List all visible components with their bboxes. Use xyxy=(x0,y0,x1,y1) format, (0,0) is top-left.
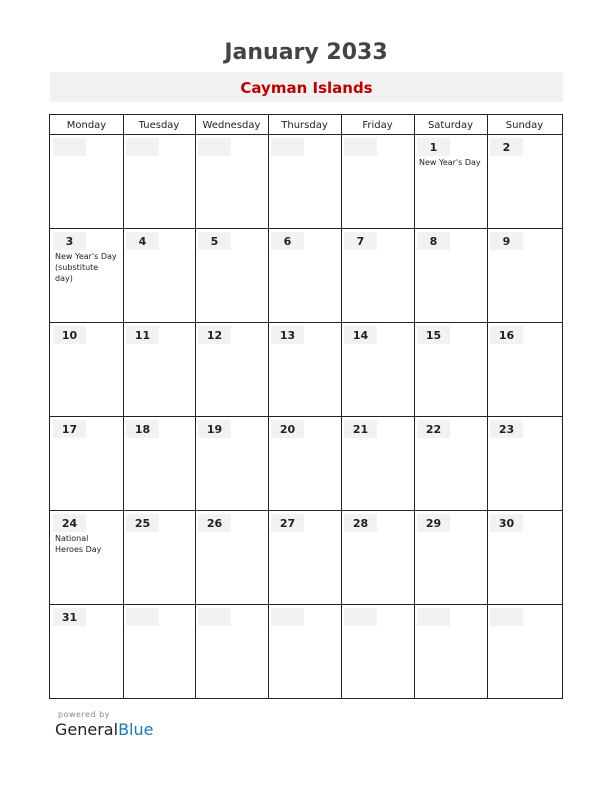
day-number-box xyxy=(417,514,450,532)
calendar-day-cell xyxy=(487,229,562,323)
grid-divider xyxy=(50,416,562,417)
day-number-box xyxy=(417,608,450,626)
day-number: 6 xyxy=(283,235,292,248)
day-number: 9 xyxy=(502,235,511,248)
day-number: 20 xyxy=(279,423,296,436)
grid-divider xyxy=(414,115,415,698)
day-number-box xyxy=(53,420,86,438)
day-number: 19 xyxy=(206,423,223,436)
day-number: 23 xyxy=(498,423,515,436)
day-number-box xyxy=(271,138,304,156)
calendar-day-cell xyxy=(50,605,123,699)
day-number-box xyxy=(198,138,231,156)
grid-divider xyxy=(487,115,488,698)
day-number-box xyxy=(271,326,304,344)
day-number: 29 xyxy=(425,517,442,530)
day-number-box xyxy=(417,420,450,438)
grid-divider xyxy=(123,115,124,698)
day-number-box xyxy=(126,420,159,438)
day-number-box xyxy=(490,608,523,626)
calendar-day-cell xyxy=(341,135,414,229)
calendar-day-cell xyxy=(50,135,123,229)
calendar-day-cell xyxy=(341,511,414,605)
day-number-box xyxy=(490,326,523,344)
day-number-box xyxy=(490,420,523,438)
calendar-day-cell xyxy=(414,605,487,699)
weekday-header-saturday: Saturday xyxy=(427,120,474,131)
day-number-box xyxy=(53,514,86,532)
logo-blue-text: Blue xyxy=(118,720,154,739)
country-name: Cayman Islands xyxy=(240,79,373,97)
calendar-day-cell xyxy=(414,323,487,417)
calendar-day-cell xyxy=(195,135,268,229)
day-number-box xyxy=(53,232,86,250)
calendar-day-cell xyxy=(195,229,268,323)
calendar-day-cell xyxy=(487,511,562,605)
day-number: 18 xyxy=(134,423,151,436)
day-number: 13 xyxy=(279,329,296,342)
calendar-day-cell xyxy=(268,605,341,699)
day-number: 15 xyxy=(425,329,442,342)
calendar-day-cell xyxy=(268,511,341,605)
day-number: 14 xyxy=(352,329,369,342)
day-number: 31 xyxy=(61,611,78,624)
calendar-day-cell xyxy=(195,605,268,699)
day-number: 10 xyxy=(61,329,78,342)
day-number-box xyxy=(344,608,377,626)
holiday-label: New Year's Day xyxy=(419,158,481,167)
day-number-box xyxy=(271,514,304,532)
holiday-label: New Year's Day (substitute day) xyxy=(55,252,117,283)
day-number-box xyxy=(198,232,231,250)
day-number-box xyxy=(198,514,231,532)
weekday-header-friday: Friday xyxy=(362,120,393,131)
day-number: 5 xyxy=(210,235,219,248)
day-number: 11 xyxy=(134,329,151,342)
day-number-box xyxy=(53,138,86,156)
calendar-day-cell xyxy=(487,605,562,699)
calendar-day-cell xyxy=(195,417,268,511)
calendar-day-cell xyxy=(414,229,487,323)
calendar-day-cell xyxy=(123,323,195,417)
country-banner xyxy=(50,72,563,102)
day-number-box xyxy=(417,138,450,156)
day-number-box xyxy=(490,138,523,156)
calendar-day-cell xyxy=(268,229,341,323)
calendar-day-cell xyxy=(414,511,487,605)
day-number: 30 xyxy=(498,517,515,530)
day-number-box xyxy=(198,326,231,344)
day-number: 21 xyxy=(352,423,369,436)
weekday-header-thursday: Thursday xyxy=(281,120,328,131)
calendar-day-cell xyxy=(487,417,562,511)
calendar-day-cell xyxy=(414,135,487,229)
grid-divider xyxy=(341,115,342,698)
day-number-box xyxy=(126,326,159,344)
calendar-day-cell xyxy=(123,417,195,511)
day-number-box xyxy=(271,608,304,626)
day-number: 16 xyxy=(498,329,515,342)
calendar-day-cell xyxy=(50,511,123,605)
weekday-header-tuesday: Tuesday xyxy=(138,120,180,131)
powered-by-label: powered by xyxy=(58,710,110,719)
day-number: 22 xyxy=(425,423,442,436)
day-number-box xyxy=(417,326,450,344)
day-number-box xyxy=(126,232,159,250)
day-number-box xyxy=(344,420,377,438)
logo-general-text: General xyxy=(55,720,119,739)
day-number-box xyxy=(271,420,304,438)
day-number-box xyxy=(344,514,377,532)
calendar-day-cell xyxy=(123,229,195,323)
day-number: 1 xyxy=(429,141,438,154)
day-number-box xyxy=(126,138,159,156)
day-number-box xyxy=(490,514,523,532)
day-number-box xyxy=(126,514,159,532)
day-number: 12 xyxy=(206,329,223,342)
calendar-day-cell xyxy=(195,323,268,417)
day-number: 8 xyxy=(429,235,438,248)
day-number-box xyxy=(344,232,377,250)
grid-divider xyxy=(50,510,562,511)
calendar-day-cell xyxy=(341,417,414,511)
grid-divider xyxy=(50,604,562,605)
day-number-box xyxy=(198,420,231,438)
calendar-day-cell xyxy=(50,229,123,323)
calendar-day-cell xyxy=(268,135,341,229)
weekday-header-monday: Monday xyxy=(66,120,107,131)
day-number: 25 xyxy=(134,517,151,530)
calendar-day-cell xyxy=(195,511,268,605)
weekday-header-wednesday: Wednesday xyxy=(202,120,261,131)
day-number-box xyxy=(417,232,450,250)
calendar-grid xyxy=(49,114,563,699)
calendar-day-cell xyxy=(341,605,414,699)
calendar-day-cell xyxy=(50,323,123,417)
day-number: 3 xyxy=(65,235,74,248)
generalblue-logo xyxy=(55,720,153,739)
grid-divider xyxy=(268,115,269,698)
holiday-label: National Heroes Day xyxy=(55,534,102,554)
calendar-day-cell xyxy=(487,135,562,229)
calendar-day-cell xyxy=(123,135,195,229)
calendar-day-cell xyxy=(268,417,341,511)
grid-divider xyxy=(195,115,196,698)
calendar-day-cell xyxy=(341,229,414,323)
day-number: 7 xyxy=(356,235,365,248)
day-number-box xyxy=(490,232,523,250)
day-number: 2 xyxy=(502,141,511,154)
day-number: 17 xyxy=(61,423,78,436)
day-number: 4 xyxy=(138,235,147,248)
day-number-box xyxy=(53,326,86,344)
day-number-box xyxy=(344,326,377,344)
day-number-box xyxy=(344,138,377,156)
calendar-day-cell xyxy=(50,417,123,511)
day-number: 26 xyxy=(206,517,223,530)
day-number: 24 xyxy=(61,517,78,530)
day-number: 27 xyxy=(279,517,296,530)
weekday-header-sunday: Sunday xyxy=(505,120,544,131)
calendar-day-cell xyxy=(123,605,195,699)
day-number-box xyxy=(126,608,159,626)
calendar-day-cell xyxy=(123,511,195,605)
day-number-box xyxy=(271,232,304,250)
grid-divider xyxy=(50,228,562,229)
calendar-day-cell xyxy=(341,323,414,417)
grid-divider xyxy=(50,322,562,323)
calendar-day-cell xyxy=(414,417,487,511)
day-number-box xyxy=(53,608,86,626)
page-title: January 2033 xyxy=(224,40,388,65)
day-number: 28 xyxy=(352,517,369,530)
calendar-day-cell xyxy=(487,323,562,417)
calendar-day-cell xyxy=(268,323,341,417)
day-number-box xyxy=(198,608,231,626)
weekday-header-row xyxy=(50,115,562,135)
